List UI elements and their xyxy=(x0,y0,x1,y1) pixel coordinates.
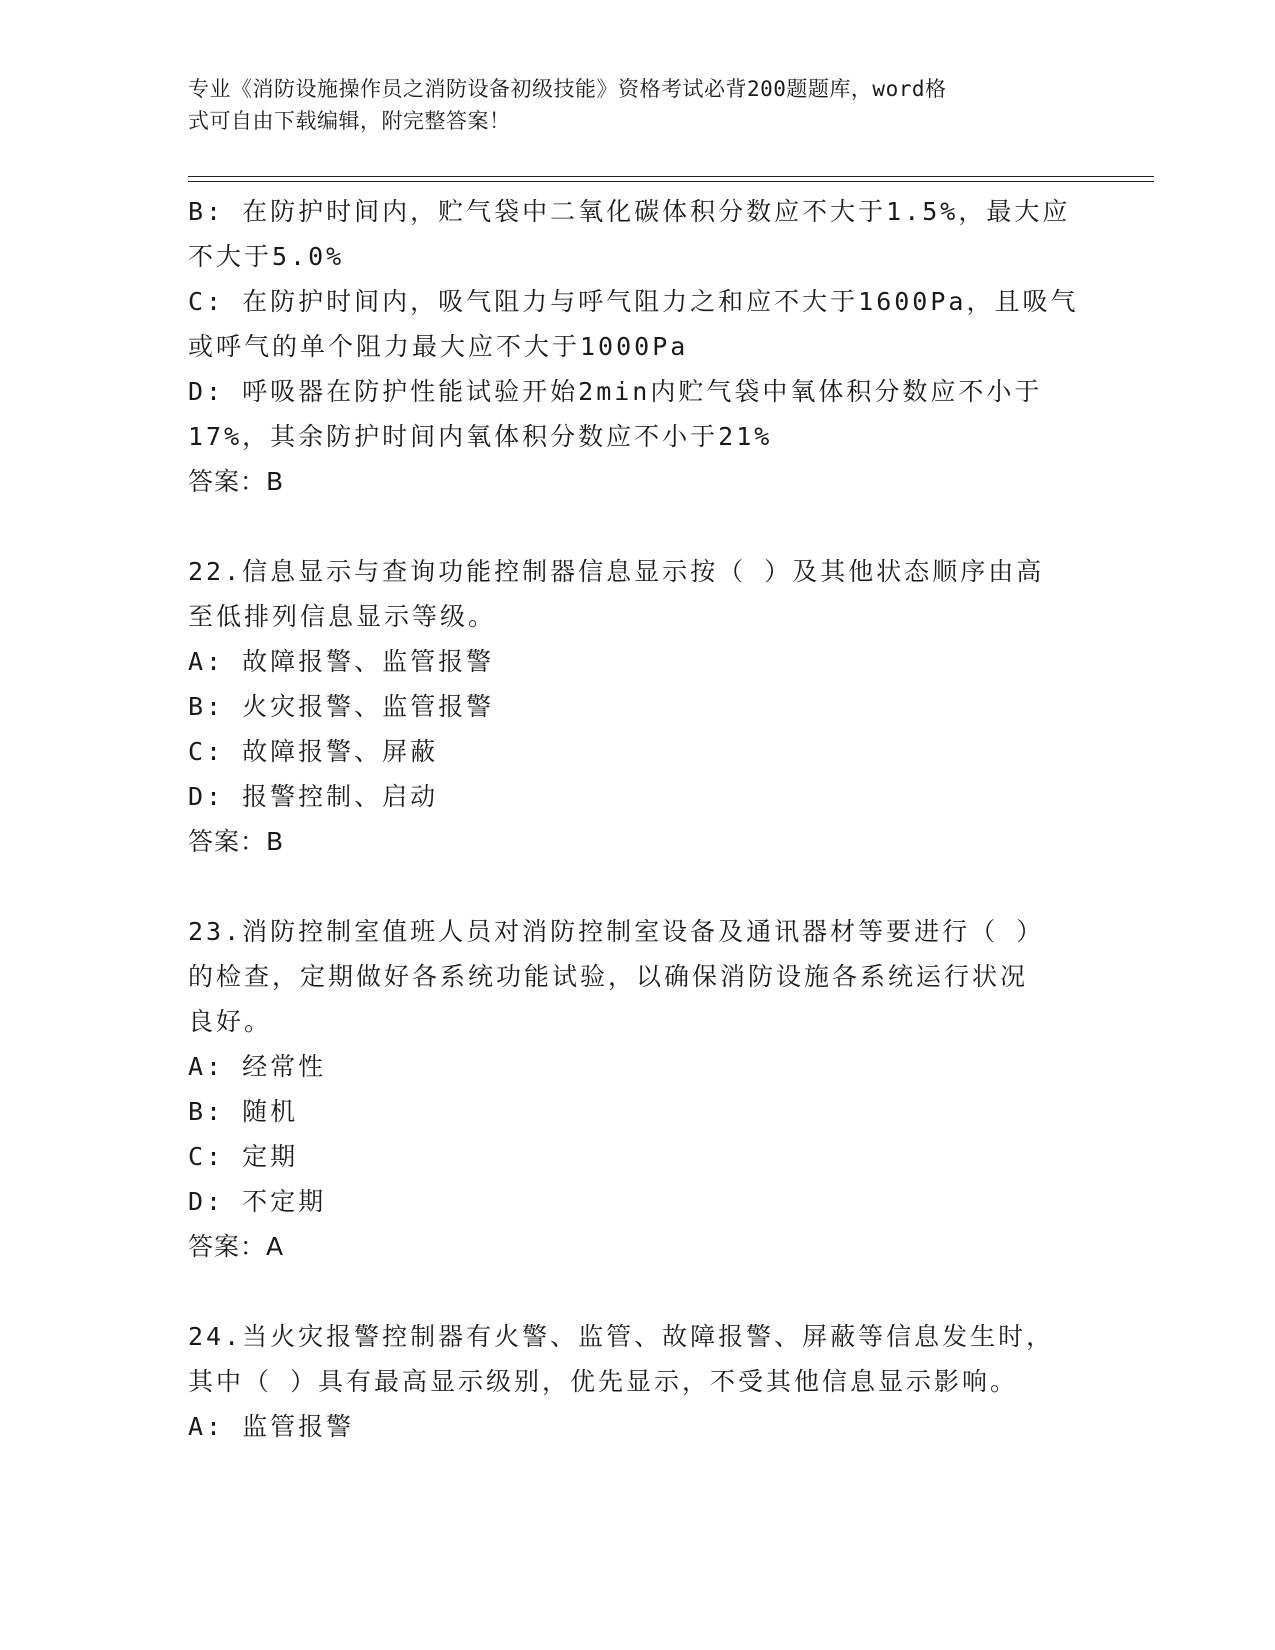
q21-option-c-line1: C: 在防护时间内，吸气阻力与呼气阻力之和应不大于1600Pa，且吸气 xyxy=(188,287,1079,316)
question-22 xyxy=(188,549,1088,864)
q23-stem-line1: 23.消防控制室值班人员对消防控制室设备及通讯器材等要进行（ ） xyxy=(188,917,1045,946)
document-header xyxy=(188,73,1068,137)
header-line-1: 专业《消防设施操作员之消防设备初级技能》资格考试必背200题题库，word格 xyxy=(188,77,947,101)
q22-option-b: B: 火灾报警、监管报警 xyxy=(188,692,495,721)
q21-answer: 答案：B xyxy=(188,467,285,496)
question-gap xyxy=(188,864,1088,909)
q22-stem-line1: 22.信息显示与查询功能控制器信息显示按（ ）及其他状态顺序由高 xyxy=(188,557,1045,586)
q21-option-c-line2: 或呼气的单个阻力最大应不大于1000Pa xyxy=(188,332,689,361)
question-content xyxy=(188,189,1088,1449)
question-gap xyxy=(188,1269,1088,1314)
header-rule-top xyxy=(188,176,1154,177)
q22-option-d: D: 报警控制、启动 xyxy=(188,782,439,811)
q21-option-b-line2: 不大于5.0% xyxy=(188,242,345,271)
q22-stem-line2: 至低排列信息显示等级。 xyxy=(188,602,497,631)
q23-option-d: D: 不定期 xyxy=(188,1187,327,1216)
q23-option-a: A: 经常性 xyxy=(188,1052,327,1081)
header-rule-bottom xyxy=(188,181,1154,182)
question-21 xyxy=(188,189,1088,504)
q22-option-a: A: 故障报警、监管报警 xyxy=(188,647,495,676)
q21-option-b-line1: B: 在防护时间内，贮气袋中二氧化碳体积分数应不大于1.5%，最大应 xyxy=(188,197,1071,226)
q24-stem-line1: 24.当火灾报警控制器有火警、监管、故障报警、屏蔽等信息发生时， xyxy=(188,1322,1055,1351)
q24-stem-line2: 其中（ ）具有最高显示级别，优先显示，不受其他信息显示影响。 xyxy=(188,1367,1019,1396)
q21-option-d-line2: 17%，其余防护时间内氧体积分数应不小于21% xyxy=(188,422,773,451)
question-23 xyxy=(188,909,1088,1269)
header-line-2: 式可自由下载编辑，附完整答案！ xyxy=(188,109,511,133)
q23-answer: 答案：A xyxy=(188,1232,285,1261)
question-gap xyxy=(188,504,1088,549)
q23-stem-line3: 良好。 xyxy=(188,1007,273,1036)
q22-option-c: C: 故障报警、屏蔽 xyxy=(188,737,439,766)
q21-option-d-line1: D: 呼吸器在防护性能试验开始2min内贮气袋中氧体积分数应不小于 xyxy=(188,377,1043,406)
q22-answer: 答案：B xyxy=(188,827,285,856)
q24-option-a: A: 监管报警 xyxy=(188,1412,355,1441)
q23-option-c: C: 定期 xyxy=(188,1142,299,1171)
question-24 xyxy=(188,1314,1088,1449)
q23-option-b: B: 随机 xyxy=(188,1097,299,1126)
q23-stem-line2: 的检查，定期做好各系统功能试验，以确保消防设施各系统运行状况 xyxy=(188,962,1029,991)
